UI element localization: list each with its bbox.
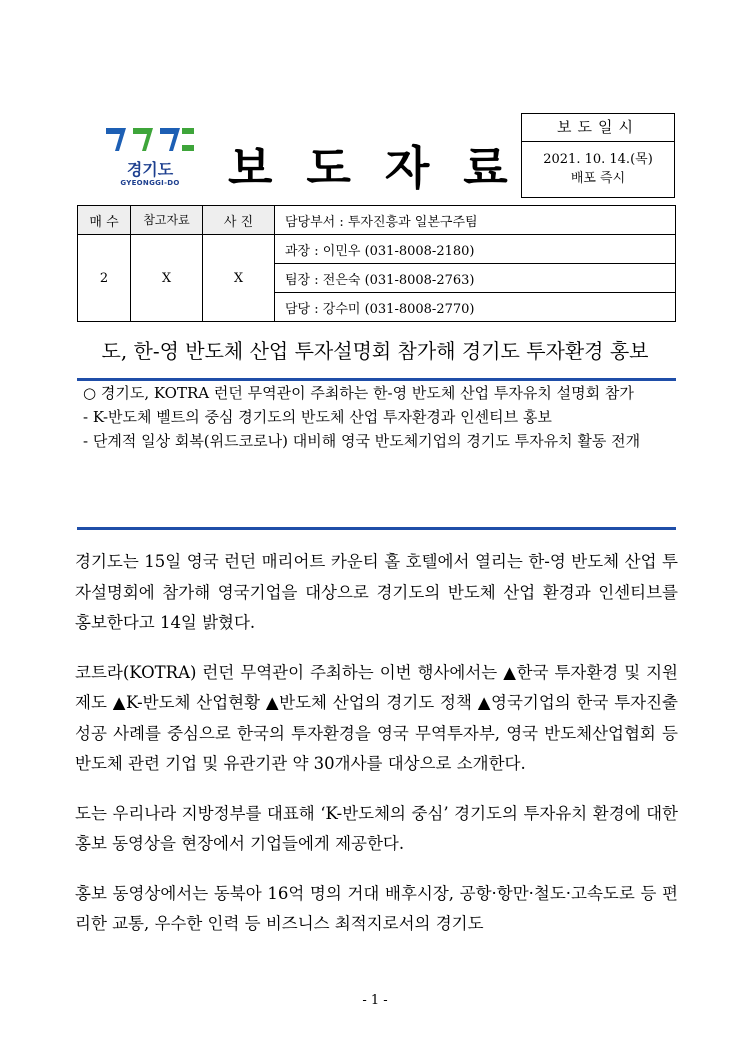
photos-header: 사 진 bbox=[203, 206, 275, 235]
page-number: - 1 - bbox=[362, 993, 388, 1008]
body-paragraph: 경기도는 15일 영국 런던 매리어트 카운티 홀 호텔에서 열리는 한-영 반도체 산업 투자설명회에 참가해 영국기업을 대상으로 경기도의 반도체 산업 환경과 인센티브를 홍보한다고 14일 밝혔다. bbox=[75, 552, 678, 632]
article-body bbox=[75, 547, 678, 959]
body-paragraph: 홍보 동영상에서는 동북아 16억 명의 거대 배후시장, 공항·항만·철도·고속도로 등 편리한 교통, 우수한 인력 등 비즈니스 최적지로서의 경기도 bbox=[75, 883, 678, 933]
release-info-box bbox=[521, 113, 675, 198]
summary-item: - K-반도체 벨트의 중심 경기도의 반도체 산업 투자환경과 인센티브 홍보 bbox=[83, 408, 552, 426]
department-cell: 담당부서 : 투자진흥과 일본구주팀 bbox=[275, 206, 676, 235]
summary-item: - 단계적 일상 회복(위드코로나) 대비해 영국 반도체기업의 경기도 투자유치 활동 전개 bbox=[83, 432, 641, 450]
contact-team-leader: 팀장 : 전은숙 (031-8008-2763) bbox=[275, 264, 676, 293]
attachments-header: 참고자료 bbox=[131, 206, 203, 235]
logo-english-name: GYEONGGI-DO bbox=[120, 179, 180, 187]
pages-value: 2 bbox=[78, 235, 131, 322]
photos-value: X bbox=[203, 235, 275, 322]
release-header: 보도일시 bbox=[522, 114, 674, 142]
body-paragraph: 코트라(KOTRA) 런던 무역관이 주최하는 이번 행사에서는 ▲한국 투자환경 및 지원제도 ▲K-반도체 산업현황 ▲반도체 산업의 경기도 정책 ▲영국기업의 한국 투자진출 성공 사례를 중심으로 한국의 투자환경을 영국 무역투자부, 영국 반도체산업협회 등 반도체 관련 기업 및 유관기관 약 30개사를 대상으로 소개한다. bbox=[75, 662, 678, 773]
summary-item: ○ 경기도, KOTRA 런던 무역관이 주최하는 한-영 반도체 산업 투자유치 설명회 참가 bbox=[83, 384, 634, 402]
contact-staff: 담당 : 강수미 (031-8008-2770) bbox=[275, 293, 676, 322]
headline: 도, 한-영 반도체 산업 투자설명회 참가해 경기도 투자환경 홍보 bbox=[101, 339, 649, 363]
logo-mark-icon bbox=[104, 125, 196, 155]
document-title: 보도자료 bbox=[228, 141, 542, 195]
pages-header: 매 수 bbox=[78, 206, 131, 235]
release-date: 2021. 10. 14.(목) bbox=[543, 152, 653, 167]
attachments-value: X bbox=[131, 235, 203, 322]
gyeonggi-logo bbox=[100, 125, 200, 195]
info-table bbox=[77, 205, 676, 322]
logo-name: 경기도 bbox=[126, 160, 174, 179]
body-paragraph: 도는 우리나라 지방정부를 대표해 ‘K-반도체의 중심’ 경기도의 투자유치 환경에 대한 홍보 동영상을 현장에서 기업들에게 제공한다. bbox=[75, 803, 678, 853]
summary-box bbox=[77, 378, 676, 530]
release-timing: 배포 즉시 bbox=[570, 171, 626, 186]
contact-manager: 과장 : 이민우 (031-8008-2180) bbox=[275, 235, 676, 264]
